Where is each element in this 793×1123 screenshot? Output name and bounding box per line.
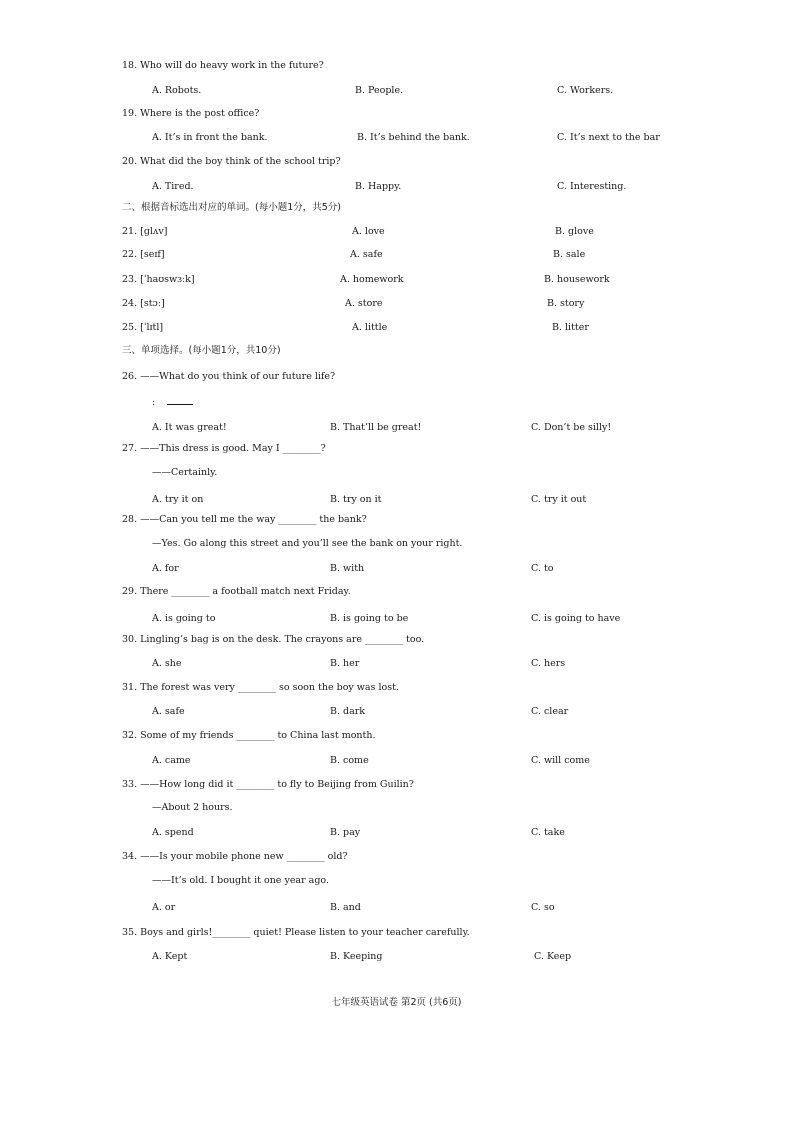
option-b: B. her [330, 658, 360, 669]
option-c: C. is going to have [531, 613, 621, 624]
question-text: 31. The forest was very ________ so soon the boy was lost. [122, 682, 399, 693]
option-a: A. Kept [152, 951, 188, 962]
option-a: A. Robots. [152, 85, 202, 96]
option-b: B. housework [544, 274, 610, 285]
option-a: A. love [352, 226, 385, 237]
question-text: 20. What did the boy think of the school trip? [122, 156, 341, 167]
option-b: B. sale [553, 249, 586, 260]
option-b: B. litter [552, 322, 589, 333]
option-b: B. glove [555, 226, 594, 237]
option-c: C. Don’t be silly! [531, 422, 612, 433]
option-a: A. store [345, 298, 383, 309]
option-b: B. and [330, 902, 361, 913]
option-a: A. safe [152, 706, 185, 717]
question-text: 27. ——This dress is good. May I ________? [122, 443, 326, 454]
option-a: A. Tired. [152, 181, 194, 192]
option-b: B. dark [330, 706, 366, 717]
option-c: C. will come [531, 755, 590, 766]
question-text: 26. ——What do you think of our future life? [122, 371, 336, 382]
response-text: ——It’s old. I bought it one year ago. [152, 875, 329, 886]
question-text: 35. Boys and girls!________ quiet! Please listen to your teacher carefully. [122, 927, 470, 938]
option-c: C. so [531, 902, 555, 913]
section-3-title: 三、单项选择。(每小题1分，共10分) [122, 345, 281, 356]
phonetic: 21. [glʌv] [122, 226, 168, 237]
answer-blank [167, 396, 193, 405]
option-a: A. spend [152, 827, 194, 838]
option-c: C. try it out [531, 494, 587, 505]
option-a: A. safe [350, 249, 383, 260]
option-b: B. story [547, 298, 585, 309]
section-2-title: 二、根据音标选出对应的单词。(每小题1分，共5分) [122, 202, 342, 213]
option-c: C. to [531, 563, 554, 574]
question-text: 19. Where is the post office? [122, 108, 260, 119]
response-text: —Yes. Go along this street and you’ll see the bank on your right. [152, 538, 463, 549]
question-text: 30. Lingling’s bag is on the desk. The crayons are ________ too. [122, 634, 425, 645]
option-b: B. try on it [330, 494, 382, 505]
option-b: B. Happy. [355, 181, 402, 192]
phonetic: 23. [ˈhaʊswɜːk] [122, 274, 195, 285]
option-a: A. It was great! [152, 422, 227, 433]
option-a: A. little [352, 322, 388, 333]
question-text: 34. ——Is your mobile phone new ________ old? [122, 851, 348, 862]
question-text: 33. ——How long did it ________ to fly to Beijing from Guilin? [122, 779, 414, 790]
phonetic: 25. [ˈlɪtl] [122, 322, 164, 333]
question-text: 32. Some of my friends ________ to China last month. [122, 730, 376, 741]
option-c: C. Interesting. [557, 181, 627, 192]
question-text: 28. ——Can you tell me the way ________ the bank? [122, 514, 367, 525]
option-b: B. come [330, 755, 369, 766]
option-b: B. That’ll be great! [330, 422, 422, 433]
option-a: A. homework [340, 274, 404, 285]
option-a: A. she [152, 658, 182, 669]
option-a: A. came [152, 755, 191, 766]
option-c: C. take [531, 827, 565, 838]
response-text: —About 2 hours. [152, 802, 233, 813]
option-c: C. Workers. [557, 85, 614, 96]
response-text: ——Certainly. [152, 467, 218, 478]
option-c: C. hers [531, 658, 566, 669]
option-c: C. clear [531, 706, 569, 717]
response-colon: : [152, 397, 156, 408]
option-a: A. is going to [152, 613, 216, 624]
option-b: B. with [330, 563, 365, 574]
phonetic: 22. [seɪf] [122, 249, 165, 260]
option-a: A. for [152, 563, 179, 574]
option-b: B. is going to be [330, 613, 409, 624]
page-footer: 七年级英语试卷 第2页 (共6页) [331, 997, 462, 1008]
option-a: A. try it on [152, 494, 204, 505]
option-a: A. or [152, 902, 176, 913]
question-text: 29. There ________ a football match next Friday. [122, 586, 351, 597]
option-b: B. Keeping [330, 951, 383, 962]
option-b: B. People. [355, 85, 404, 96]
option-b: B. pay [330, 827, 361, 838]
option-c: C. Keep [534, 951, 572, 962]
option-a: A. It’s in front the bank. [152, 132, 268, 143]
option-b: B. It’s behind the bank. [357, 132, 470, 143]
phonetic: 24. [stɔː] [122, 298, 165, 309]
option-c: C. It’s next to the bar [557, 132, 660, 143]
question-text: 18. Who will do heavy work in the future? [122, 60, 324, 71]
